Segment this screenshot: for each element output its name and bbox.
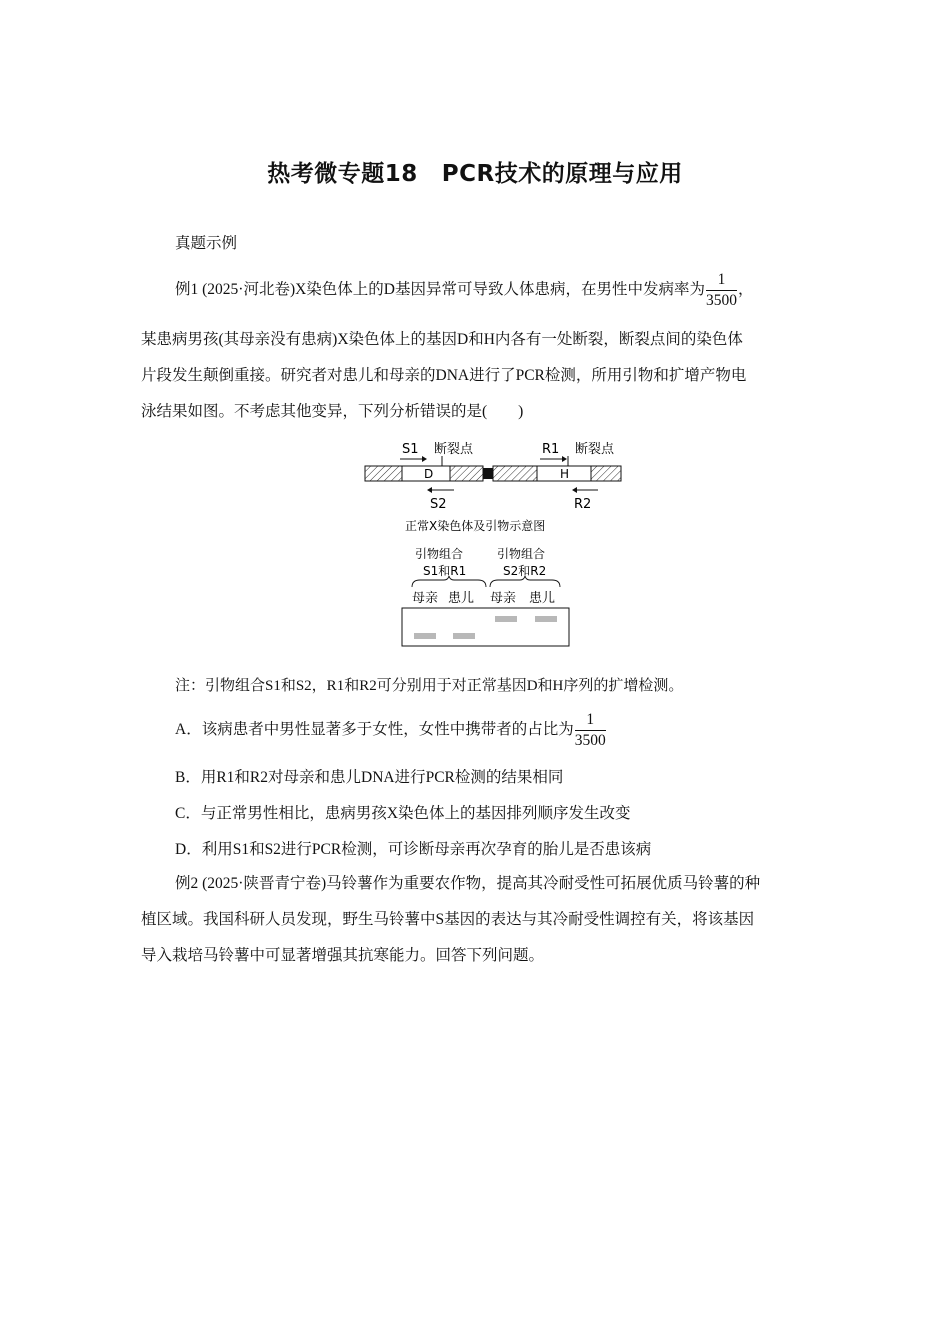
option-a-text: A．该病患者中男性显著多于女性，女性中携带者的占比为 xyxy=(175,721,574,738)
example-1-stem: 例1 (2025·河北卷)X染色体上的D基因异常可导致人体患病，在男性中发病率为 xyxy=(175,281,705,298)
break-point-label-2: 断裂点 xyxy=(575,442,615,457)
option-a-denominator: 3500 xyxy=(574,731,606,749)
example-2-line-1: 例2 (2025·陕晋青宁卷)马铃薯作为重要农作物，提高其冷耐受性可拓展优质马铃薯的种 xyxy=(175,875,761,892)
example-1-line-1 xyxy=(175,268,815,312)
group-1-primers: S1和R1 xyxy=(423,564,467,578)
gene-d-label: D xyxy=(424,467,434,481)
group-1-title: 引物组合 xyxy=(415,547,464,561)
primer-r2-arrow xyxy=(572,487,598,493)
example-2-line-2: 植区域。我国科研人员发现，野生马铃薯中S基因的表达与其冷耐受性调控有关，将该基因 xyxy=(141,911,755,928)
figure-caption: 正常X染色体及引物示意图 xyxy=(405,519,546,533)
lane-4-label: 患儿 xyxy=(529,591,556,606)
x-chromosome-diagram xyxy=(365,466,621,481)
gel-box xyxy=(402,608,569,646)
primer-s2-arrow xyxy=(427,487,454,493)
figure-note: 注：引物组合S1和S2，R1和R2可分别用于对正常基因D和H序列的扩增检测。 xyxy=(175,678,684,694)
primer-s2-label: S2 xyxy=(430,497,447,512)
option-a-fraction xyxy=(575,710,606,751)
centromere xyxy=(483,468,493,479)
group-2-primers: S2和R2 xyxy=(503,564,547,578)
option-c: C．与正常男性相比，患病男孩X染色体上的基因排列顺序发生改变 xyxy=(175,805,631,822)
primer-r1-label: R1 xyxy=(542,442,560,457)
primer-r2-label: R2 xyxy=(574,497,592,512)
primer-s1-label: S1 xyxy=(402,442,419,457)
gel-band-patient-s2r2 xyxy=(535,616,557,622)
example-1-line-2: 某患病男孩(其母亲没有患病)X染色体上的基因D和H内各有一处断裂，断裂点间的染色体 xyxy=(141,331,743,348)
gel-band-patient-s1r1 xyxy=(453,633,475,639)
title-topic-name: PCR技术的原理与应用 xyxy=(441,161,683,187)
option-d: D．利用S1和S2进行PCR检测，可诊断母亲再次孕育的胎儿是否患该病 xyxy=(175,841,652,858)
incidence-fraction xyxy=(706,270,737,311)
lane-3-label: 母亲 xyxy=(490,591,517,606)
pcr-figure xyxy=(360,434,630,654)
example-1-line-3: 片段发生颠倒重接。研究者对患儿和母亲的DNA进行了PCR检测，所用引物和扩增产物电 xyxy=(141,367,747,384)
example-1-punct: ， xyxy=(738,281,754,298)
example-2-line-3: 导入栽培马铃薯中可显著增强其抗寒能力。回答下列问题。 xyxy=(141,947,545,964)
gene-h-label: H xyxy=(560,467,570,481)
option-a xyxy=(175,708,607,752)
fraction-numerator: 1 xyxy=(706,270,737,291)
option-a-numerator: 1 xyxy=(575,710,606,731)
page-title xyxy=(0,155,950,188)
section-heading: 真题示例 xyxy=(175,235,238,252)
option-b: B．用R1和R2对母亲和患儿DNA进行PCR检测的结果相同 xyxy=(175,769,564,786)
fraction-denominator: 3500 xyxy=(706,291,737,309)
break-point-label-1: 断裂点 xyxy=(434,442,474,457)
example-1-line-4: 泳结果如图。不考虑其他变异，下列分析错误的是( ) xyxy=(141,403,524,420)
gel-band-mother-s1r1 xyxy=(414,633,436,639)
lane-1-label: 母亲 xyxy=(412,591,439,606)
group-2-title: 引物组合 xyxy=(497,547,546,561)
title-topic-number: 热考微专题18 xyxy=(267,161,418,187)
gel-band-mother-s2r2 xyxy=(495,616,517,622)
lane-2-label: 患儿 xyxy=(448,591,475,606)
